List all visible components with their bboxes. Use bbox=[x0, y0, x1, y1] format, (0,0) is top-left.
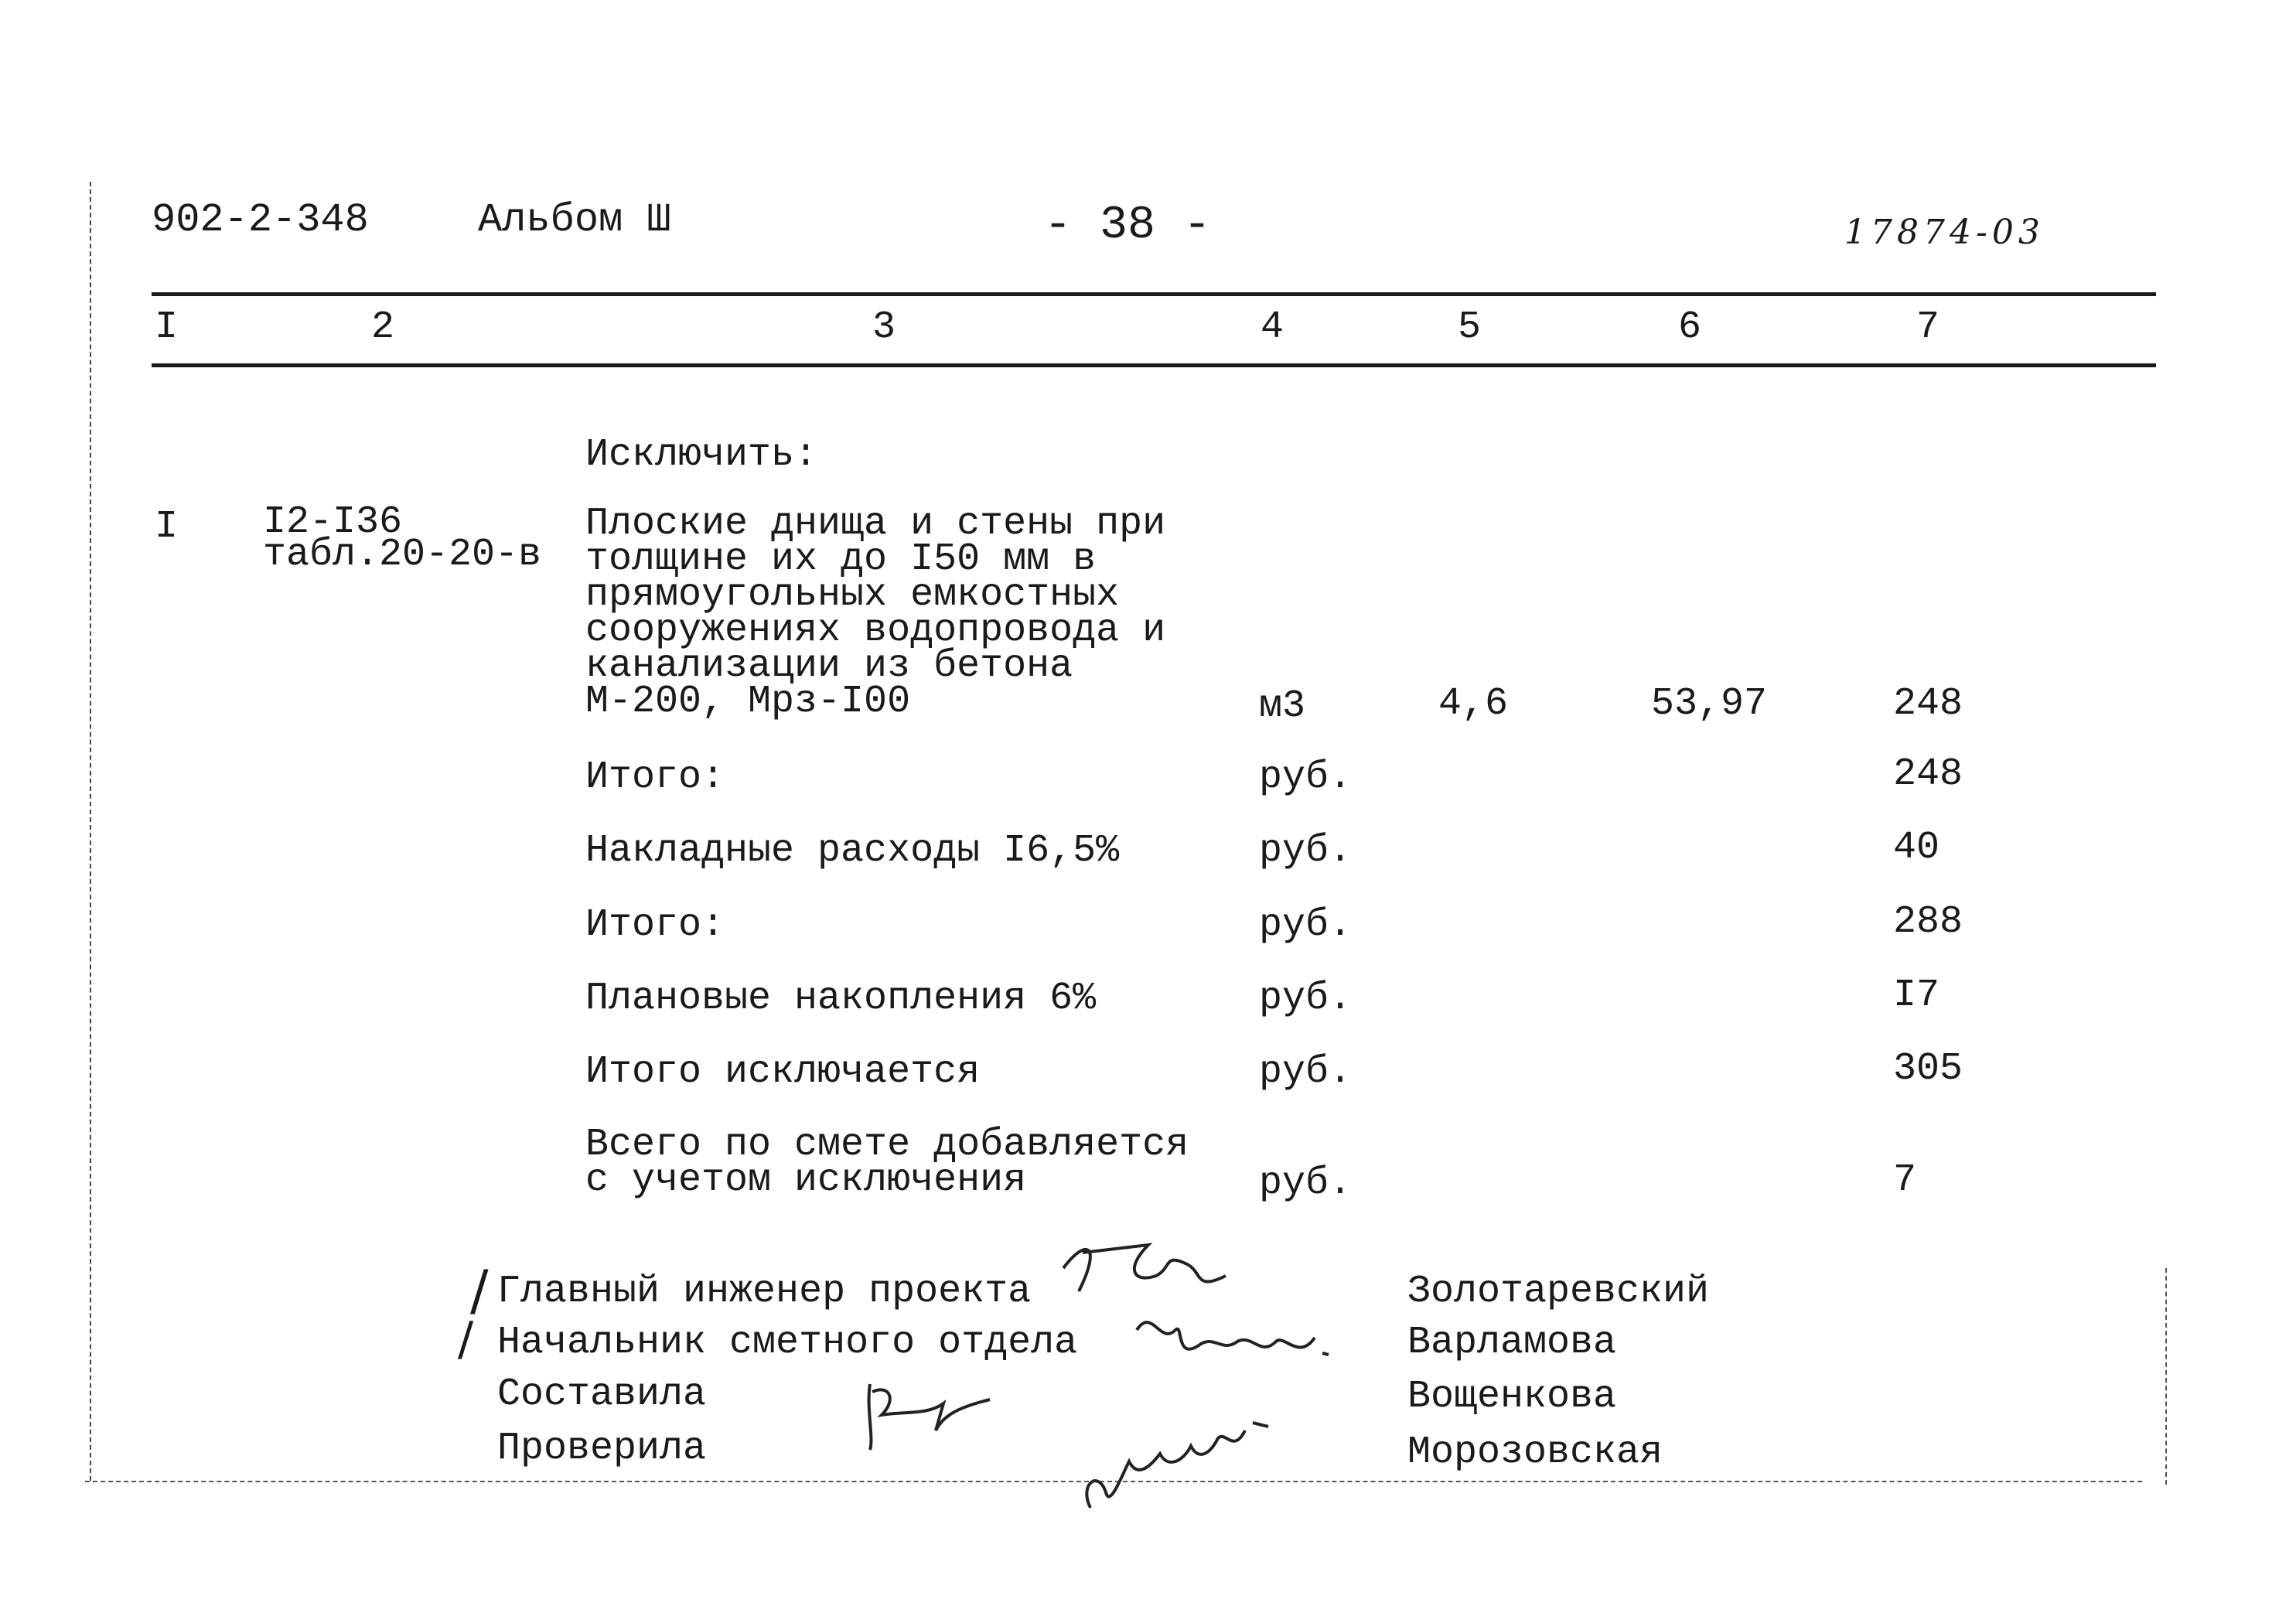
album-label: Альбом Ш bbox=[478, 197, 671, 243]
signature-role: Главный инженер проекта bbox=[497, 1270, 1032, 1314]
summary-unit: руб. bbox=[1259, 755, 1353, 800]
item-quantity: 4,6 bbox=[1438, 682, 1509, 726]
signature-role: Составила bbox=[497, 1372, 707, 1417]
page-number: - 38 - bbox=[1044, 199, 1212, 252]
frame-left-edge bbox=[90, 182, 93, 1481]
exclude-heading: Исключить: bbox=[585, 433, 818, 477]
final-label-line: Всего по смете добавляется bbox=[585, 1123, 1189, 1167]
item-number: I bbox=[155, 505, 179, 549]
col-header-7: 7 bbox=[1916, 305, 1940, 349]
item-code-line: табл.20-20-в bbox=[263, 533, 542, 577]
item-unit: м3 bbox=[1259, 684, 1306, 728]
handwritten-signature bbox=[1075, 1407, 1276, 1527]
final-label-line: с учетом исключения bbox=[585, 1158, 1027, 1202]
summary-value: 288 bbox=[1893, 900, 1963, 944]
margin-slash-mark: / bbox=[458, 1312, 474, 1366]
handwritten-signature bbox=[858, 1369, 998, 1465]
col-header-5: 5 bbox=[1458, 305, 1482, 349]
item-description-line: Плоские днища и стены при bbox=[585, 502, 1166, 546]
header-rule-top bbox=[152, 292, 2156, 296]
item-code-line: I2-I36 bbox=[263, 500, 403, 544]
signature-name: Варламова bbox=[1407, 1321, 1617, 1365]
summary-value: 248 bbox=[1893, 752, 1963, 796]
summary-value: 305 bbox=[1893, 1047, 1963, 1091]
item-total: 248 bbox=[1893, 682, 1963, 726]
summary-unit: руб. bbox=[1259, 977, 1353, 1021]
summary-unit: руб. bbox=[1259, 903, 1353, 947]
col-header-3: 3 bbox=[872, 305, 896, 349]
final-value: 7 bbox=[1893, 1158, 1917, 1202]
col-header-1: I bbox=[155, 305, 179, 349]
item-price: 53,97 bbox=[1651, 682, 1768, 726]
signature-role: Начальник сметного отдела bbox=[497, 1321, 1078, 1365]
col-header-4: 4 bbox=[1261, 305, 1284, 349]
col-header-6: 6 bbox=[1678, 305, 1702, 349]
item-description-line: канализации из бетона bbox=[585, 644, 1073, 688]
summary-label: Итого: bbox=[585, 755, 725, 800]
item-description-line: сооружениях водопровода и bbox=[585, 609, 1166, 653]
item-description-line: толщине их до I50 мм в bbox=[585, 537, 1097, 581]
summary-value: I7 bbox=[1893, 973, 1940, 1018]
handwritten-signature bbox=[1129, 1299, 1346, 1388]
signature-role: Проверила bbox=[497, 1427, 707, 1471]
final-unit: руб. bbox=[1259, 1161, 1353, 1205]
handwritten-archive-number: 17874-03 bbox=[1844, 213, 2045, 252]
summary-label: Накладные расходы I6,5% bbox=[585, 829, 1120, 873]
summary-value: 40 bbox=[1893, 826, 1940, 870]
header-rule-bottom bbox=[152, 363, 2156, 367]
summary-label: Итого исключается bbox=[585, 1050, 981, 1094]
summary-label: Плановые накопления 6% bbox=[585, 977, 1097, 1021]
item-code bbox=[263, 500, 542, 577]
summary-unit: руб. bbox=[1259, 829, 1353, 873]
summary-label: Итого: bbox=[585, 903, 725, 947]
margin-slash-mark: / bbox=[470, 1259, 489, 1322]
item-description bbox=[585, 502, 1166, 724]
signature-name: Вощенкова bbox=[1407, 1375, 1617, 1419]
final-label bbox=[585, 1123, 1189, 1202]
signature-name: Золотаревский bbox=[1407, 1270, 1710, 1314]
signature-name: Морозовская bbox=[1407, 1430, 1663, 1475]
item-description-line: прямоугольных емкостных bbox=[585, 573, 1120, 617]
item-description-line: М-200, Мрз-I00 bbox=[585, 680, 911, 724]
frame-right-edge bbox=[2165, 1268, 2168, 1485]
col-header-2: 2 bbox=[371, 305, 395, 349]
summary-unit: руб. bbox=[1259, 1050, 1353, 1094]
doc-code: 902-2-348 bbox=[152, 197, 369, 243]
